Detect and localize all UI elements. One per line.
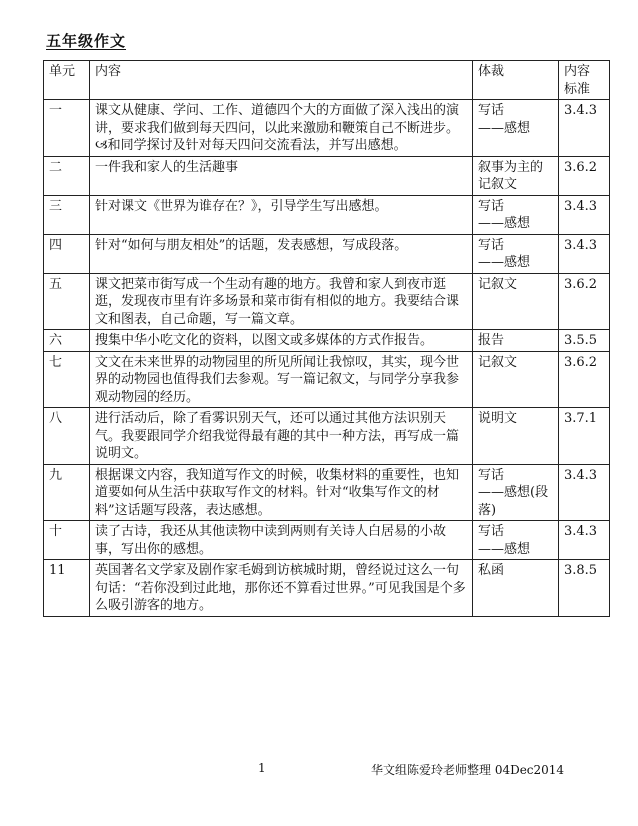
content-cell: 文文在未来世界的动物园里的所见所闻让我惊叹，其实，现今世界的动物园也值得我们去参观。写一篇记叙文，与同学分享我参观动物园的经历。 [90, 351, 473, 408]
header-standard: 内容标准 [559, 61, 610, 100]
unit-cell: 五 [44, 273, 90, 330]
genre-cell: 叙事为主的 记叙文 [473, 156, 559, 195]
table-row [44, 560, 610, 617]
content-cell: 英国著名文学家及剧作家毛姆到访槟城时期，曾经说过这么一句句话：“若你没到过此地，那你还不算看过世界。”可见我国是个多么吸引游客的地方。 [90, 560, 473, 617]
table-row [44, 234, 610, 273]
table-row [44, 156, 610, 195]
content-cell: 课文从健康、学问、工作、道德四个大的方面做了深入浅出的演讲，要求我们做到每天四问，以此来激励和鞭策自己不断进步。 🙢和同学探讨及针对每天四问交流看法，并写出感想。 [90, 100, 473, 157]
genre-cell: 写话 ——感想 [473, 100, 559, 157]
table-row [44, 351, 610, 408]
standard-cell: 3.4.3 [559, 234, 610, 273]
table-row [44, 100, 610, 157]
header-genre: 体裁 [473, 61, 559, 100]
genre-cell: 写话 ——感想 [473, 195, 559, 234]
footer-credit: 华文组陈爱玲老师整理 04Dec2014 [371, 763, 565, 777]
genre-cell: 说明文 [473, 408, 559, 465]
genre-cell: 写话 ——感想(段落) [473, 464, 559, 521]
standard-cell: 3.6.2 [559, 351, 610, 408]
standard-cell: 3.4.3 [559, 521, 610, 560]
standard-cell: 3.6.2 [559, 273, 610, 330]
unit-cell: 四 [44, 234, 90, 273]
content-cell: 进行活动后，除了看雾识别天气，还可以通过其他方法识别天气。我要跟同学介绍我觉得最有趣的其中一种方法，再写成一篇说明文。 [90, 408, 473, 465]
page-number: 1 [258, 761, 266, 775]
unit-cell: 六 [44, 330, 90, 352]
genre-cell: 报告 [473, 330, 559, 352]
unit-cell: 三 [44, 195, 90, 234]
standard-cell: 3.7.1 [559, 408, 610, 465]
content-cell: 一件我和家人的生活趣事 [90, 156, 473, 195]
genre-cell: 记叙文 [473, 273, 559, 330]
unit-cell: 一 [44, 100, 90, 157]
table-row [44, 195, 610, 234]
content-cell: 针对“如何与朋友相处”的话题，发表感想，写成段落。 [90, 234, 473, 273]
unit-cell: 十 [44, 521, 90, 560]
standard-cell: 3.4.3 [559, 100, 610, 157]
standard-cell: 3.8.5 [559, 560, 610, 617]
standard-cell: 3.5.5 [559, 330, 610, 352]
genre-cell: 私函 [473, 560, 559, 617]
table-header-row [44, 61, 610, 100]
content-cell: 读了古诗，我还从其他读物中读到两则有关诗人白居易的小故事，写出你的感想。 [90, 521, 473, 560]
content-cell: 根据课文内容，我知道写作文的时候，收集材料的重要性，也知道要如何从生活中获取写作文的材料。针对“收集写作文的材料”这话题写段落，表达感想。 [90, 464, 473, 521]
header-content: 内容 [90, 61, 473, 100]
table-row [44, 330, 610, 352]
standard-cell: 3.4.3 [559, 195, 610, 234]
header-unit: 单元 [44, 61, 90, 100]
unit-cell: 二 [44, 156, 90, 195]
table-body [44, 100, 610, 617]
page-title: 五年级作文 [46, 32, 127, 50]
unit-cell: 七 [44, 351, 90, 408]
content-cell: 针对课文《世界为谁存在？》，引导学生写出感想。 [90, 195, 473, 234]
composition-syllabus-table [43, 60, 610, 617]
genre-cell: 记叙文 [473, 351, 559, 408]
standard-cell: 3.6.2 [559, 156, 610, 195]
table-row [44, 273, 610, 330]
standard-cell: 3.4.3 [559, 464, 610, 521]
unit-cell: 11 [44, 560, 90, 617]
genre-cell: 写话 ——感想 [473, 521, 559, 560]
unit-cell: 八 [44, 408, 90, 465]
table-row [44, 464, 610, 521]
unit-cell: 九 [44, 464, 90, 521]
content-cell: 搜集中华小吃文化的资料，以图文或多媒体的方式作报告。 [90, 330, 473, 352]
table-row [44, 408, 610, 465]
genre-cell: 写话 ——感想 [473, 234, 559, 273]
content-cell: 课文把菜市街写成一个生动有趣的地方。我曾和家人到夜市逛逛，发现夜市里有许多场景和菜市街有相似的地方。我要结合课文和图表，自己命题，写一篇文章。 [90, 273, 473, 330]
table-row [44, 521, 610, 560]
